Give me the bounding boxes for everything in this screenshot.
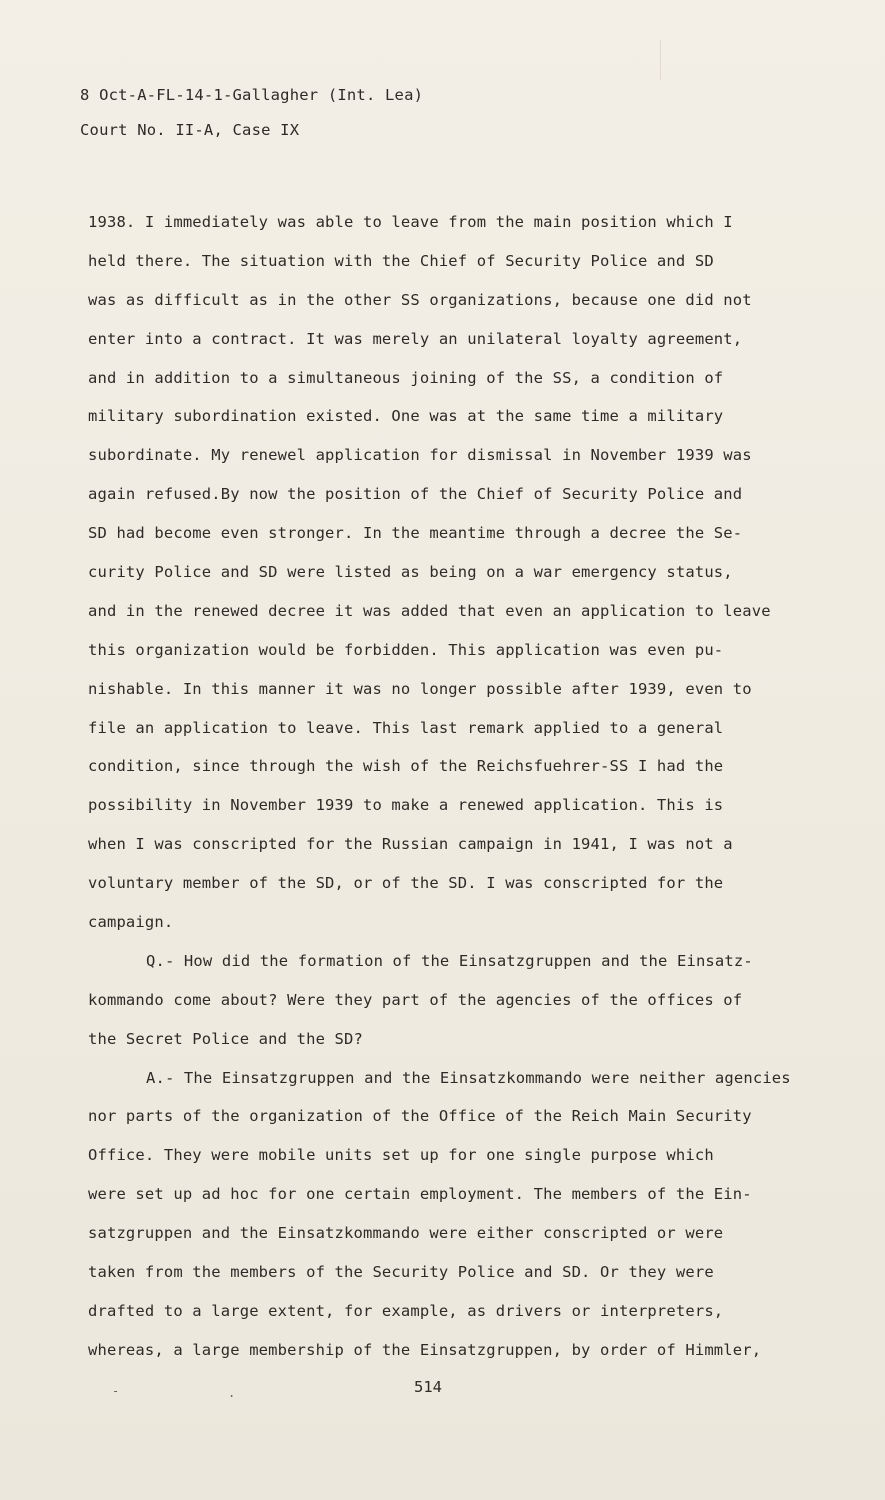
body-line: drafted to a large extent, for example, as drivers or interpreters, (88, 1301, 724, 1320)
body-line: curity Police and SD were listed as being on a war emergency status, (88, 563, 733, 582)
body-line: military subordination existed. One was at the same time a military (88, 407, 724, 426)
body-line: the Secret Police and the SD? (88, 1029, 363, 1048)
header-reference-line: 8 Oct-A-FL-14-1-Gallagher (Int. Lea) (80, 86, 424, 104)
answer-line: A.- The Einsatzgruppen and the Einsatzkommando were neither agencies (146, 1068, 791, 1087)
body-line: SD had become even stronger. In the meantime through a decree the Se- (88, 524, 743, 543)
body-line: kommando come about? Were they part of the agencies of the offices of (88, 990, 743, 1009)
body-line: voluntary member of the SD, or of the SD. I was conscripted for the (88, 874, 724, 893)
body-line: 1938. I immediately was able to leave from the main position which I (88, 213, 733, 231)
body-line: possibility in November 1939 to make a renewed application. This is (88, 796, 724, 815)
body-line: nishable. In this manner it was no longer possible after 1939, even to (88, 679, 752, 698)
body-line: was as difficult as in the other SS organizations, because one did not (88, 290, 752, 309)
body-line: and in addition to a simultaneous joining of the SS, a condition of (88, 368, 724, 387)
body-line: taken from the members of the Security Police and SD. Or they were (88, 1263, 714, 1282)
body-line: nor parts of the organization of the Office of the Reich Main Security (88, 1107, 752, 1126)
body-line: Office. They were mobile units set up for one single purpose which (88, 1146, 714, 1165)
body-line: were set up ad hoc for one certain employment. The members of the Ein- (88, 1185, 752, 1204)
paper-crease (660, 40, 661, 80)
body-line: held there. The situation with the Chief of Security Police and SD (88, 251, 714, 270)
body-line: enter into a contract. It was merely an unilateral loyalty agreement, (88, 329, 743, 348)
body-line: and in the renewed decree it was added that even an application to leave (88, 601, 771, 620)
body-line: condition, since through the wish of the Reichsfuehrer-SS I had the (88, 757, 724, 776)
question-line: Q.- How did the formation of the Einsatzgruppen and the Einsatz- (146, 951, 753, 970)
page-number: 514 (414, 1378, 442, 1396)
body-line: file an application to leave. This last remark applied to a general (88, 718, 724, 737)
margin-dot-mark: . (228, 1386, 236, 1400)
transcript-body (88, 212, 808, 1379)
body-line: again refused.By now the position of the Chief of Security Police and (88, 485, 743, 504)
body-line: subordinate. My renewel application for dismissal in November 1939 was (88, 446, 752, 465)
body-line: this organization would be forbidden. This application was even pu- (88, 640, 724, 659)
margin-dash-mark: - (112, 1384, 120, 1398)
header-court-line: Court No. II-A, Case IX (80, 121, 300, 139)
body-line: campaign. (88, 913, 174, 932)
body-line: when I was conscripted for the Russian campaign in 1941, I was not a (88, 835, 733, 854)
body-line: whereas, a large membership of the Einsatzgruppen, by order of Himmler, (88, 1340, 762, 1359)
body-line: satzgruppen and the Einsatzkommando were either conscripted or were (88, 1224, 724, 1243)
